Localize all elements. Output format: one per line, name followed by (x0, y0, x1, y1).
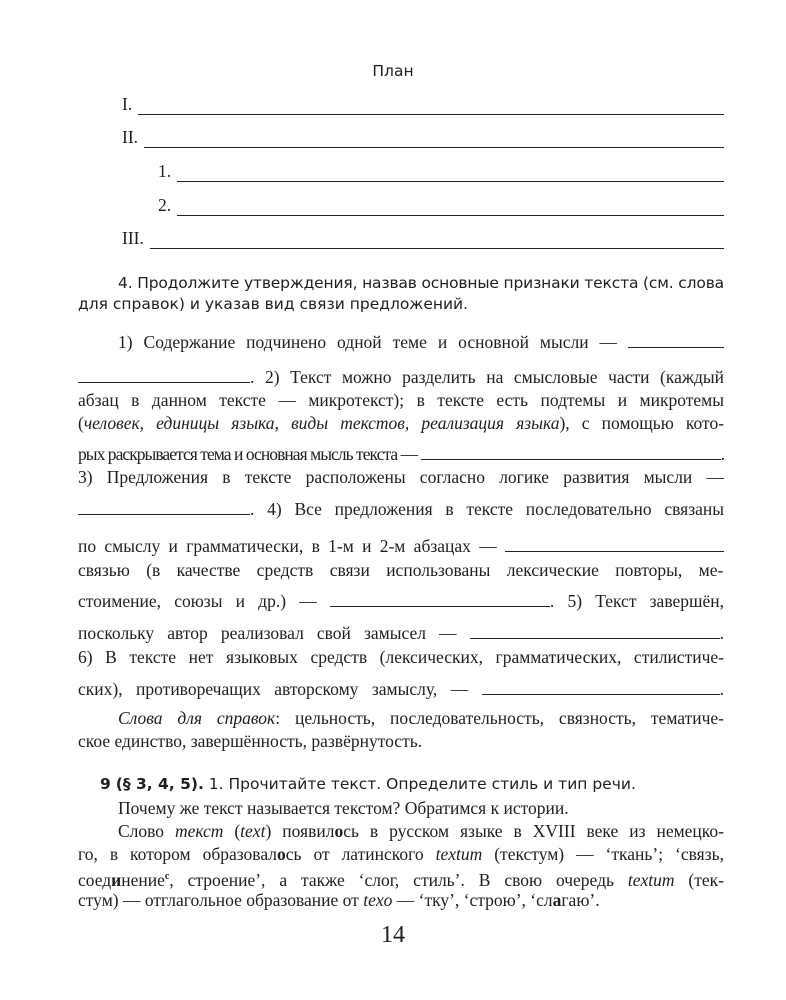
bold-text: о (334, 821, 344, 841)
text: Слово (118, 821, 176, 841)
exercise9-line (78, 866, 724, 891)
text: гаю’. (561, 890, 600, 910)
answer-blank[interactable] (144, 133, 724, 148)
answer-blank[interactable] (470, 624, 720, 639)
text-line (78, 366, 724, 388)
text: ское единство, завершённость, развёрнутость. (78, 731, 423, 751)
text: , строение’, а также ‘слог, стиль’. В свою очередь (169, 869, 628, 890)
page-number: 14 (381, 922, 405, 948)
plan-label: II. (122, 127, 139, 147)
text: . (719, 679, 724, 699)
text: , (139, 413, 157, 433)
text: го, в котором образовал (78, 844, 277, 864)
italic-text: человек (83, 413, 140, 433)
plan-item-1 (122, 94, 724, 115)
text-line (78, 498, 724, 520)
text: — ‘тку’, ‘строю’, ‘сл (392, 890, 553, 910)
text-line (118, 707, 724, 729)
text: нение (121, 869, 165, 890)
exercise9-line (78, 843, 724, 865)
text: соед (78, 869, 112, 890)
exercise9-line (78, 889, 600, 911)
text: . (720, 444, 724, 464)
answer-blank[interactable] (505, 537, 724, 552)
text: . 4) Все предложения в тексте последовательно связаны (250, 499, 724, 519)
italic-text: texo (363, 890, 393, 910)
text: (текстум) — ‘ткань’; ‘связь, (482, 844, 724, 864)
task4-line (78, 293, 468, 315)
text-line (78, 622, 724, 644)
italic-text: text (240, 821, 266, 841)
text: 6) В тексте нет языковых средств (лексических, грамматических, стилистиче- (78, 647, 724, 667)
text: рых раскрывается тема и основная мысль текста — (78, 444, 421, 464)
text-line (78, 389, 724, 411)
text: сь в русском языке в XVIII веке из немецко- (343, 821, 724, 841)
text: стоимение, союзы и др.) — (78, 591, 330, 611)
answer-blank[interactable] (138, 100, 724, 115)
answer-blank[interactable] (78, 368, 250, 383)
exercise9-line (100, 773, 636, 795)
text-line (78, 646, 724, 668)
text: . (719, 623, 724, 643)
text: сь от латинского (285, 844, 436, 864)
italic-text: textum (435, 844, 483, 864)
text: . 5) Текст завершён, (549, 591, 724, 611)
bold-text: (§ 3, 4, 5). (115, 775, 204, 793)
text: 1. Прочитайте текст. Определите стиль и тип речи. (203, 775, 636, 793)
plan-title: План (372, 62, 414, 80)
text-line (78, 412, 724, 434)
text: . 2) Текст можно разделить на смысловые части (каждый (250, 367, 724, 387)
plan-label: III. (122, 228, 144, 248)
plan-item-2 (122, 127, 724, 148)
text-line (118, 331, 724, 353)
text-line (78, 535, 724, 557)
answer-blank[interactable] (177, 201, 724, 216)
superscript: c (164, 871, 170, 882)
text-line (78, 559, 723, 581)
text-line (78, 466, 724, 488)
text-line (78, 443, 724, 465)
exercise9-line (118, 797, 569, 819)
bold-text: и (111, 869, 122, 890)
italic-text: textum (627, 869, 675, 890)
text: абзац в данном тексте — микротекст); в тексте есть подтемы и микротемы (78, 390, 724, 410)
text: ) появил (265, 821, 335, 841)
plan-label: 2. (158, 195, 172, 215)
text-line (78, 730, 422, 752)
text: ( (223, 821, 241, 841)
answer-blank[interactable] (330, 592, 550, 607)
text: 4. Продолжите утверждения, назвав основные признаки текста (см. слова (118, 274, 724, 292)
text: ских), противоречащих авторскому замыслу, — (78, 679, 482, 699)
answer-blank[interactable] (421, 445, 721, 460)
plan-label: I. (122, 94, 133, 114)
text: ( (78, 413, 84, 433)
text: стум) — отглагольное образование от (78, 890, 364, 910)
italic-text: единицы языка (156, 413, 275, 433)
bold-text: о (276, 844, 286, 864)
text: , (274, 413, 292, 433)
bold-text: а (552, 890, 562, 910)
text-line (78, 590, 724, 612)
answer-blank[interactable] (628, 333, 724, 348)
text: : цельность, последовательность, связность, тематиче- (275, 708, 724, 728)
italic-text: реализация языка (421, 413, 560, 433)
answer-blank[interactable] (482, 680, 720, 695)
text: связью (в качестве средств связи использованы лексические повторы, ме- (78, 560, 724, 580)
italic-text: Слова для справок (118, 708, 276, 728)
bold-text: 9 (100, 775, 111, 793)
italic-text: текст (175, 821, 224, 841)
answer-blank[interactable] (177, 167, 724, 182)
exercise9-line (118, 820, 724, 842)
text: , (404, 413, 422, 433)
answer-blank[interactable] (150, 234, 724, 249)
plan-item-3 (122, 228, 724, 249)
text: поскольку автор реализовал свой замысел — (78, 623, 470, 643)
answer-blank[interactable] (78, 500, 250, 515)
italic-text: виды текстов (291, 413, 405, 433)
text: по смыслу и грамматически, в 1-м и 2-м абзацах — (78, 536, 505, 556)
task4-line (118, 272, 724, 294)
text: ), с помощью кото- (559, 413, 725, 433)
plan-subitem-1 (158, 161, 724, 182)
plan-subitem-2 (158, 195, 724, 216)
text: Почему же текст называется текстом? Обратимся к истории. (118, 798, 569, 818)
text: для справок) и указав вид связи предложений. (78, 295, 469, 313)
text: 3) Предложения в тексте расположены согласно логике развития мысли — (78, 467, 724, 487)
plan-label: 1. (158, 161, 172, 181)
text-line (78, 678, 724, 700)
text: 1) Содержание подчинено одной теме и основной мысли — (118, 332, 628, 352)
text: (тек- (674, 869, 724, 890)
